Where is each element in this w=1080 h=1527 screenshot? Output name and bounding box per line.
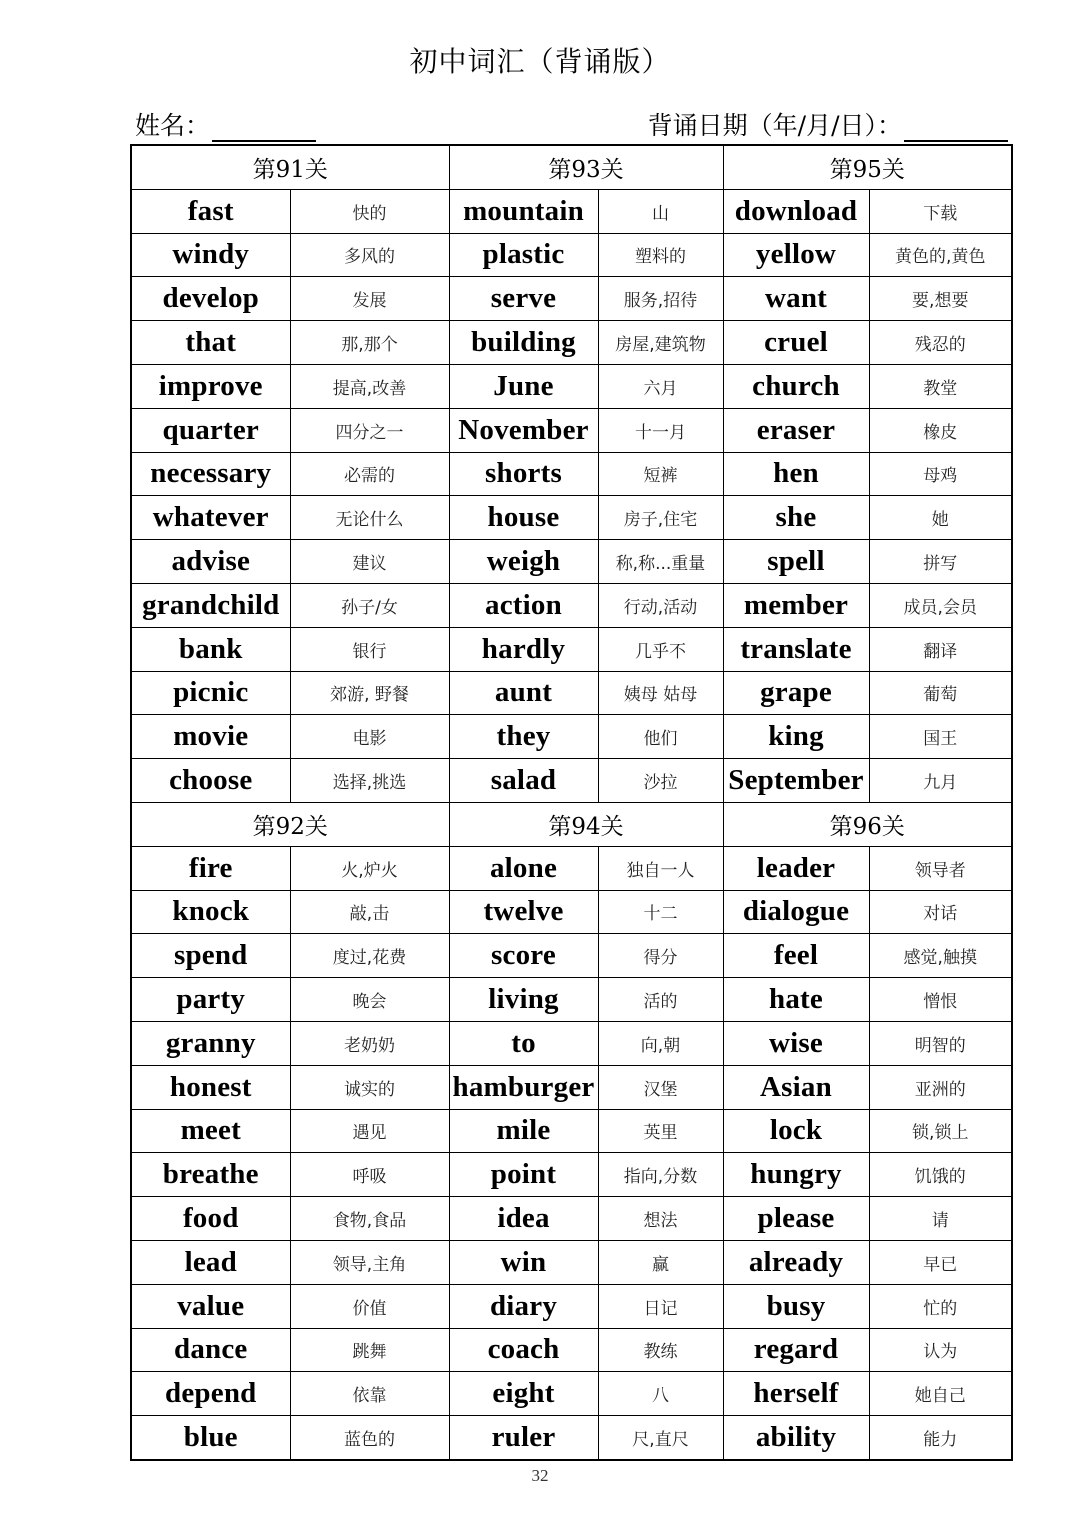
english-word: weigh bbox=[449, 540, 598, 584]
english-word: Asian bbox=[723, 1065, 869, 1109]
chinese-meaning: 塑料的 bbox=[598, 233, 723, 277]
chinese-meaning: 橡皮 bbox=[869, 408, 1012, 452]
english-word: wise bbox=[723, 1021, 869, 1065]
chinese-meaning: 她 bbox=[869, 496, 1012, 540]
table-row bbox=[131, 1197, 1012, 1241]
english-word: granny bbox=[131, 1021, 290, 1065]
chinese-meaning: 饥饿的 bbox=[869, 1153, 1012, 1197]
english-word: download bbox=[723, 189, 869, 233]
english-word: bank bbox=[131, 627, 290, 671]
english-word: that bbox=[131, 321, 290, 365]
table-row bbox=[131, 364, 1012, 408]
table-row bbox=[131, 1416, 1012, 1460]
chinese-meaning: 早已 bbox=[869, 1240, 1012, 1284]
english-word: mountain bbox=[449, 189, 598, 233]
english-word: party bbox=[131, 978, 290, 1022]
date-field bbox=[648, 106, 1008, 142]
english-word: choose bbox=[131, 759, 290, 803]
english-word: yellow bbox=[723, 233, 869, 277]
chinese-meaning: 下载 bbox=[869, 189, 1012, 233]
english-word: fast bbox=[131, 189, 290, 233]
chinese-meaning: 能力 bbox=[869, 1416, 1012, 1460]
chinese-meaning: 汉堡 bbox=[598, 1065, 723, 1109]
chinese-meaning: 成员,会员 bbox=[869, 583, 1012, 627]
chinese-meaning: 敲,击 bbox=[290, 890, 449, 934]
english-word: eraser bbox=[723, 408, 869, 452]
chinese-meaning: 蓝色的 bbox=[290, 1416, 449, 1460]
chinese-meaning: 食物,食品 bbox=[290, 1197, 449, 1241]
chinese-meaning: 八 bbox=[598, 1372, 723, 1416]
table-row bbox=[131, 233, 1012, 277]
table-row bbox=[131, 846, 1012, 890]
table-row bbox=[131, 1021, 1012, 1065]
english-word: twelve bbox=[449, 890, 598, 934]
english-word: ability bbox=[723, 1416, 869, 1460]
english-word: eight bbox=[449, 1372, 598, 1416]
english-word: grandchild bbox=[131, 583, 290, 627]
chinese-meaning: 遇见 bbox=[290, 1109, 449, 1153]
english-word: building bbox=[449, 321, 598, 365]
chinese-meaning: 请 bbox=[869, 1197, 1012, 1241]
english-word: living bbox=[449, 978, 598, 1022]
table-row bbox=[131, 583, 1012, 627]
english-word: hamburger bbox=[449, 1065, 598, 1109]
english-word: develop bbox=[131, 277, 290, 321]
english-word: coach bbox=[449, 1328, 598, 1372]
english-word: dialogue bbox=[723, 890, 869, 934]
chinese-meaning: 老奶奶 bbox=[290, 1021, 449, 1065]
table-row bbox=[131, 890, 1012, 934]
english-word: movie bbox=[131, 715, 290, 759]
english-word: mile bbox=[449, 1109, 598, 1153]
level-header-row bbox=[131, 802, 1012, 846]
chinese-meaning: 九月 bbox=[869, 759, 1012, 803]
english-word: grape bbox=[723, 671, 869, 715]
chinese-meaning: 要,想要 bbox=[869, 277, 1012, 321]
english-word: diary bbox=[449, 1284, 598, 1328]
chinese-meaning: 锁,锁上 bbox=[869, 1109, 1012, 1153]
chinese-meaning: 价值 bbox=[290, 1284, 449, 1328]
page-number: 32 bbox=[531, 1466, 549, 1485]
chinese-meaning: 拼写 bbox=[869, 540, 1012, 584]
english-word: salad bbox=[449, 759, 598, 803]
vocab-table bbox=[130, 144, 1013, 1461]
chinese-meaning: 尺,直尺 bbox=[598, 1416, 723, 1460]
english-word: hate bbox=[723, 978, 869, 1022]
english-word: member bbox=[723, 583, 869, 627]
english-word: king bbox=[723, 715, 869, 759]
chinese-meaning: 多风的 bbox=[290, 233, 449, 277]
english-word: hungry bbox=[723, 1153, 869, 1197]
table-row bbox=[131, 759, 1012, 803]
chinese-meaning: 亚洲的 bbox=[869, 1065, 1012, 1109]
chinese-meaning: 对话 bbox=[869, 890, 1012, 934]
english-word: depend bbox=[131, 1372, 290, 1416]
chinese-meaning: 短裤 bbox=[598, 452, 723, 496]
english-word: spell bbox=[723, 540, 869, 584]
english-word: to bbox=[449, 1021, 598, 1065]
chinese-meaning: 明智的 bbox=[869, 1021, 1012, 1065]
chinese-meaning: 发展 bbox=[290, 277, 449, 321]
english-word: advise bbox=[131, 540, 290, 584]
english-word: translate bbox=[723, 627, 869, 671]
table-row bbox=[131, 978, 1012, 1022]
chinese-meaning: 教练 bbox=[598, 1328, 723, 1372]
chinese-meaning: 依靠 bbox=[290, 1372, 449, 1416]
chinese-meaning: 郊游, 野餐 bbox=[290, 671, 449, 715]
english-word: fire bbox=[131, 846, 290, 890]
chinese-meaning: 葡萄 bbox=[869, 671, 1012, 715]
chinese-meaning: 翻译 bbox=[869, 627, 1012, 671]
chinese-meaning: 房子,住宅 bbox=[598, 496, 723, 540]
english-word: ruler bbox=[449, 1416, 598, 1460]
english-word: knock bbox=[131, 890, 290, 934]
chinese-meaning: 几乎不 bbox=[598, 627, 723, 671]
chinese-meaning: 指向,分数 bbox=[598, 1153, 723, 1197]
english-word: please bbox=[723, 1197, 869, 1241]
chinese-meaning: 建议 bbox=[290, 540, 449, 584]
level-header: 第95关 bbox=[723, 145, 1012, 189]
chinese-meaning: 房屋,建筑物 bbox=[598, 321, 723, 365]
chinese-meaning: 忙的 bbox=[869, 1284, 1012, 1328]
table-row bbox=[131, 1153, 1012, 1197]
english-word: herself bbox=[723, 1372, 869, 1416]
english-word: serve bbox=[449, 277, 598, 321]
english-word: they bbox=[449, 715, 598, 759]
english-word: windy bbox=[131, 233, 290, 277]
chinese-meaning: 六月 bbox=[598, 364, 723, 408]
date-blank[interactable] bbox=[904, 114, 1008, 142]
table-row bbox=[131, 452, 1012, 496]
english-word: spend bbox=[131, 934, 290, 978]
chinese-meaning: 沙拉 bbox=[598, 759, 723, 803]
chinese-meaning: 想法 bbox=[598, 1197, 723, 1241]
chinese-meaning: 度过,花费 bbox=[290, 934, 449, 978]
chinese-meaning: 行动,活动 bbox=[598, 583, 723, 627]
vocab-table-body bbox=[131, 145, 1012, 1460]
table-row bbox=[131, 496, 1012, 540]
page-title: 初中词汇（背诵版） bbox=[409, 45, 671, 78]
chinese-meaning: 呼吸 bbox=[290, 1153, 449, 1197]
english-word: want bbox=[723, 277, 869, 321]
table-row bbox=[131, 1109, 1012, 1153]
english-word: win bbox=[449, 1240, 598, 1284]
table-row bbox=[131, 189, 1012, 233]
english-word: lead bbox=[131, 1240, 290, 1284]
chinese-meaning: 称,称...重量 bbox=[598, 540, 723, 584]
english-word: hen bbox=[723, 452, 869, 496]
chinese-meaning: 银行 bbox=[290, 627, 449, 671]
chinese-meaning: 那,那个 bbox=[290, 321, 449, 365]
table-row bbox=[131, 671, 1012, 715]
english-word: meet bbox=[131, 1109, 290, 1153]
english-word: leader bbox=[723, 846, 869, 890]
english-word: already bbox=[723, 1240, 869, 1284]
english-word: breathe bbox=[131, 1153, 290, 1197]
chinese-meaning: 山 bbox=[598, 189, 723, 233]
english-word: November bbox=[449, 408, 598, 452]
chinese-meaning: 残忍的 bbox=[869, 321, 1012, 365]
chinese-meaning: 黄色的,黄色 bbox=[869, 233, 1012, 277]
chinese-meaning: 活的 bbox=[598, 978, 723, 1022]
english-word: blue bbox=[131, 1416, 290, 1460]
chinese-meaning: 他们 bbox=[598, 715, 723, 759]
english-word: cruel bbox=[723, 321, 869, 365]
english-word: score bbox=[449, 934, 598, 978]
chinese-meaning: 服务,招待 bbox=[598, 277, 723, 321]
table-row bbox=[131, 408, 1012, 452]
chinese-meaning: 憎恨 bbox=[869, 978, 1012, 1022]
chinese-meaning: 诚实的 bbox=[290, 1065, 449, 1109]
chinese-meaning: 火,炉火 bbox=[290, 846, 449, 890]
english-word: idea bbox=[449, 1197, 598, 1241]
english-word: necessary bbox=[131, 452, 290, 496]
english-word: honest bbox=[131, 1065, 290, 1109]
chinese-meaning: 母鸡 bbox=[869, 452, 1012, 496]
english-word: regard bbox=[723, 1328, 869, 1372]
english-word: house bbox=[449, 496, 598, 540]
chinese-meaning: 四分之一 bbox=[290, 408, 449, 452]
level-header: 第93关 bbox=[449, 145, 723, 189]
table-row bbox=[131, 627, 1012, 671]
name-label: 姓名： bbox=[135, 111, 211, 140]
chinese-meaning: 无论什么 bbox=[290, 496, 449, 540]
table-row bbox=[131, 321, 1012, 365]
chinese-meaning: 感觉,触摸 bbox=[869, 934, 1012, 978]
chinese-meaning: 必需的 bbox=[290, 452, 449, 496]
chinese-meaning: 教堂 bbox=[869, 364, 1012, 408]
date-label: 背诵日期（年/月/日）： bbox=[647, 111, 902, 140]
english-word: alone bbox=[449, 846, 598, 890]
level-header: 第94关 bbox=[449, 802, 723, 846]
chinese-meaning: 日记 bbox=[598, 1284, 723, 1328]
level-header: 第92关 bbox=[131, 802, 449, 846]
level-header: 第91关 bbox=[131, 145, 449, 189]
english-word: shorts bbox=[449, 452, 598, 496]
english-word: improve bbox=[131, 364, 290, 408]
chinese-meaning: 得分 bbox=[598, 934, 723, 978]
english-word: action bbox=[449, 583, 598, 627]
table-row bbox=[131, 1372, 1012, 1416]
chinese-meaning: 孙子/女 bbox=[290, 583, 449, 627]
english-word: lock bbox=[723, 1109, 869, 1153]
english-word: picnic bbox=[131, 671, 290, 715]
english-word: dance bbox=[131, 1328, 290, 1372]
chinese-meaning: 十二 bbox=[598, 890, 723, 934]
chinese-meaning: 国王 bbox=[869, 715, 1012, 759]
chinese-meaning: 认为 bbox=[869, 1328, 1012, 1372]
chinese-meaning: 她自己 bbox=[869, 1372, 1012, 1416]
english-word: value bbox=[131, 1284, 290, 1328]
english-word: plastic bbox=[449, 233, 598, 277]
level-header-row bbox=[131, 145, 1012, 189]
table-row bbox=[131, 540, 1012, 584]
chinese-meaning: 英里 bbox=[598, 1109, 723, 1153]
table-row bbox=[131, 1328, 1012, 1372]
english-word: whatever bbox=[131, 496, 290, 540]
chinese-meaning: 选择,挑选 bbox=[290, 759, 449, 803]
english-word: she bbox=[723, 496, 869, 540]
name-field bbox=[135, 106, 316, 142]
chinese-meaning: 电影 bbox=[290, 715, 449, 759]
chinese-meaning: 领导,主角 bbox=[290, 1240, 449, 1284]
level-header: 第96关 bbox=[723, 802, 1012, 846]
chinese-meaning: 独自一人 bbox=[598, 846, 723, 890]
chinese-meaning: 领导者 bbox=[869, 846, 1012, 890]
chinese-meaning: 赢 bbox=[598, 1240, 723, 1284]
table-row bbox=[131, 1065, 1012, 1109]
chinese-meaning: 晚会 bbox=[290, 978, 449, 1022]
english-word: food bbox=[131, 1197, 290, 1241]
chinese-meaning: 十一月 bbox=[598, 408, 723, 452]
table-row bbox=[131, 1284, 1012, 1328]
table-row bbox=[131, 277, 1012, 321]
english-word: church bbox=[723, 364, 869, 408]
chinese-meaning: 姨母 姑母 bbox=[598, 671, 723, 715]
english-word: point bbox=[449, 1153, 598, 1197]
chinese-meaning: 提高,改善 bbox=[290, 364, 449, 408]
chinese-meaning: 向,朝 bbox=[598, 1021, 723, 1065]
table-row bbox=[131, 934, 1012, 978]
english-word: September bbox=[723, 759, 869, 803]
chinese-meaning: 快的 bbox=[290, 189, 449, 233]
name-blank[interactable] bbox=[212, 114, 316, 142]
english-word: aunt bbox=[449, 671, 598, 715]
english-word: quarter bbox=[131, 408, 290, 452]
chinese-meaning: 跳舞 bbox=[290, 1328, 449, 1372]
table-row bbox=[131, 715, 1012, 759]
table-row bbox=[131, 1240, 1012, 1284]
english-word: June bbox=[449, 364, 598, 408]
english-word: feel bbox=[723, 934, 869, 978]
english-word: hardly bbox=[449, 627, 598, 671]
english-word: busy bbox=[723, 1284, 869, 1328]
